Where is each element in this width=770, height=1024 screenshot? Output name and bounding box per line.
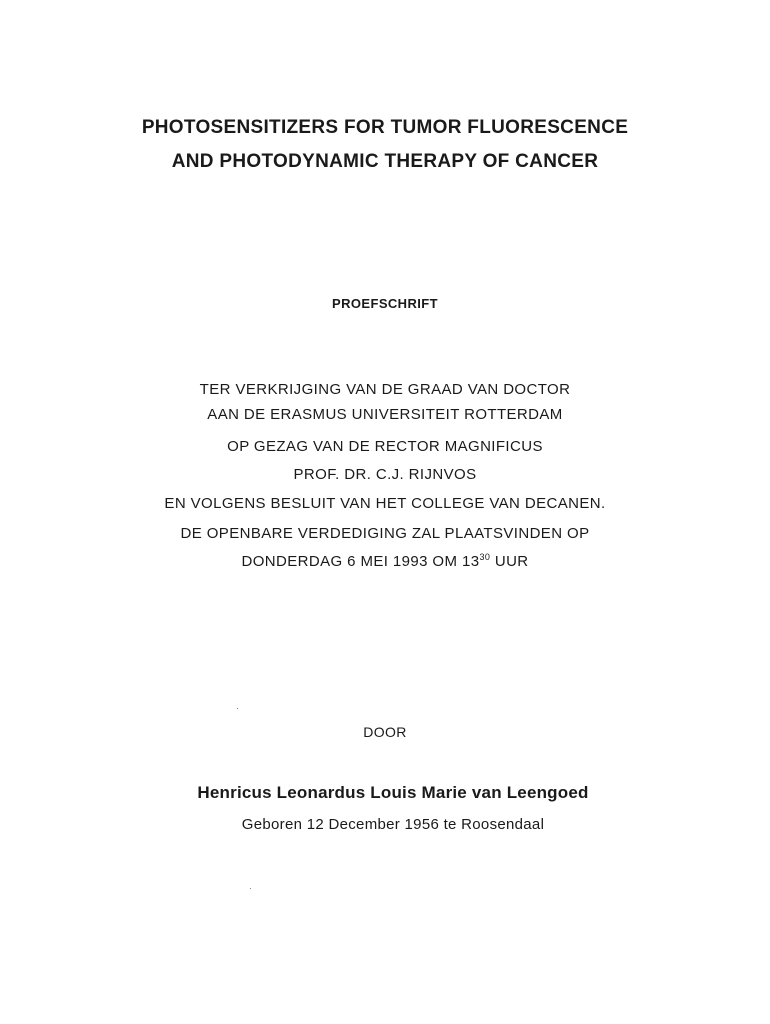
scan-speck (237, 708, 238, 709)
thesis-title-line-1: PHOTOSENSITIZERS FOR TUMOR FLUORESCENCE (141, 117, 629, 138)
verkrijging-line-2: AAN DE ERASMUS UNIVERSITEIT ROTTERDAM (207, 406, 563, 423)
scan-speck (250, 888, 251, 889)
proefschrift-heading: PROEFSCHRIFT (332, 296, 438, 311)
verkrijging-line-1: TER VERKRIJGING VAN DE GRAAD VAN DOCTOR (199, 381, 571, 398)
author-birth-info: Geboren 12 December 1956 te Roosendaal (241, 816, 545, 833)
defense-date-line (0, 553, 770, 570)
author-name: Henricus Leonardus Louis Marie van Leengoed (197, 783, 589, 802)
verkrijging-line-5: EN VOLGENS BESLUIT VAN HET COLLEGE VAN DECANEN. (164, 495, 606, 512)
verkrijging-line-3: OP GEZAG VAN DE RECTOR MAGNIFICUS (227, 438, 543, 455)
defense-time-minutes: 30 (479, 552, 491, 562)
defense-date-text: DONDERDAG 6 MEI 1993 OM 13 (241, 553, 480, 570)
defense-time-suffix: UUR (490, 553, 529, 570)
verkrijging-line-4: PROF. DR. C.J. RIJNVOS (293, 466, 477, 483)
verkrijging-line-6: DE OPENBARE VERDEDIGING ZAL PLAATSVINDEN OP (180, 525, 590, 542)
thesis-title-line-2: AND PHOTODYNAMIC THERAPY OF CANCER (171, 151, 599, 172)
door-label: DOOR (363, 724, 407, 740)
